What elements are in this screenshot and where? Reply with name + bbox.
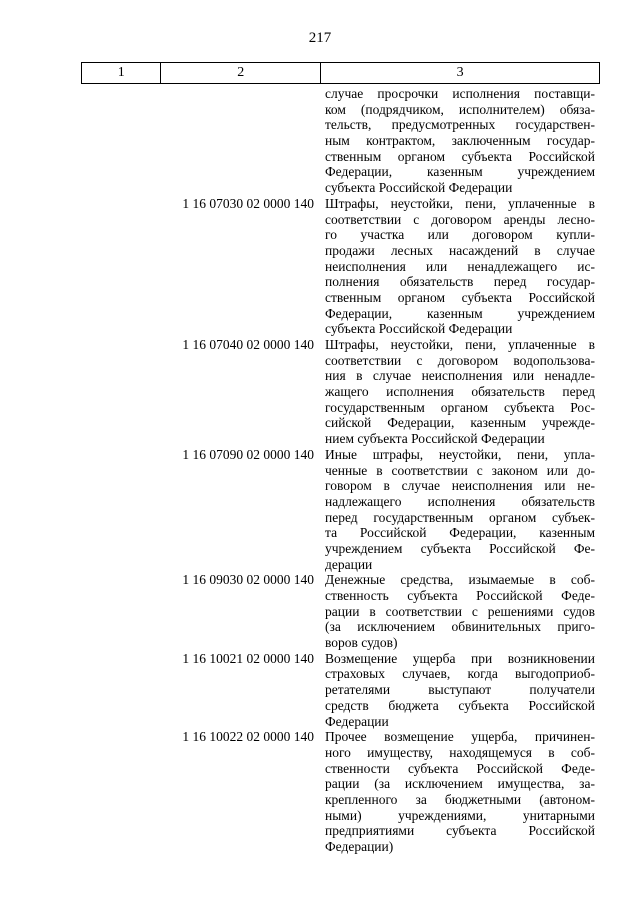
description-line: перед государственным органом субъек- (325, 509, 595, 525)
revenue-code: 1 16 09030 02 0000 140 (182, 572, 314, 588)
table-row (160, 729, 600, 855)
table-row (160, 86, 600, 196)
description-line: ретателями выступают получатели (325, 682, 595, 698)
description-line: Прочее возмещение ущерба, причинен- (325, 729, 595, 745)
table-row (160, 651, 600, 729)
description-line: та Российской Федерации, казенным (325, 525, 595, 541)
description-line: Штрафы, неустойки, пени, уплаченные в (325, 337, 595, 352)
description-line: ченные в соответствии с законом или до- (325, 462, 595, 478)
table-row (160, 572, 600, 650)
description-line: Федерации) (325, 839, 394, 854)
column-header-row (82, 63, 600, 84)
description-line: субъекта Российской Федерации (325, 321, 513, 337)
description-line: ным контрактом, заключенным государ- (325, 133, 595, 149)
revenue-description (325, 86, 595, 196)
description-line: субъекта Российской Федерации (325, 180, 513, 196)
description-line: соответствии с договором водопользова- (325, 352, 595, 368)
description-line: неисполнения или ненадлежащего ис- (325, 258, 595, 274)
description-line: Федерации (325, 713, 389, 729)
description-line: дерации (325, 556, 373, 572)
table-row (160, 447, 600, 573)
description-line: Федерации, казенным учреждением (325, 305, 595, 321)
revenue-code: 1 16 10021 02 0000 140 (182, 650, 314, 666)
description-line: рации в соответствии с решениями судов (325, 603, 595, 619)
description-line: ком (подрядчиком, исполнителем) обяза- (325, 101, 595, 117)
page-number: 217 (308, 30, 332, 46)
column-header-1: 1 (82, 63, 161, 84)
description-line: Иные штрафы, неустойки, пени, упла- (325, 446, 595, 462)
revenue-code: 1 16 10022 02 0000 140 (182, 729, 314, 745)
description-line: предприятиями субъекта Российской (325, 823, 595, 839)
description-line: рации (за исключением имущества, за- (325, 776, 595, 792)
description-line: крепленного за бюджетными (автоном- (325, 791, 595, 807)
description-line: соответствии с договором аренды лесно- (325, 211, 595, 227)
description-line: жащего исполнения обязательств перед (325, 384, 595, 400)
description-line: Федерации, казенным учреждением (325, 164, 595, 180)
description-line: воров судов) (325, 635, 398, 651)
description-line: го участка или договором купли- (325, 227, 595, 243)
description-line: ственным органом субъекта Российской (325, 289, 595, 305)
description-line: ния в случае неисполнения или ненадле- (325, 368, 595, 384)
revenue-description (325, 337, 595, 447)
description-line: Штрафы, неустойки, пени, уплаченные в (325, 195, 595, 211)
description-line: ственности субъекта Российской Феде- (325, 760, 595, 776)
revenue-code: 1 16 07030 02 0000 140 (182, 195, 314, 211)
description-line: ного имуществу, находящемуся в соб- (325, 744, 595, 760)
revenue-description (325, 729, 595, 855)
description-line: учреждением субъекта Российской Фе- (325, 540, 595, 556)
description-line: ственность субъекта Российской Феде- (325, 588, 595, 603)
description-line: говором в случае неисполнения или не- (325, 478, 595, 494)
column-header-3: 3 (321, 63, 600, 84)
table-row (160, 196, 600, 337)
description-line: полнения обязательств перед государ- (325, 274, 595, 290)
column-header-2: 2 (161, 63, 321, 84)
description-line: сийской Федерации, казенным учрежде- (325, 415, 595, 431)
description-line: страховых случаев, когда выгодоприоб- (325, 666, 595, 682)
revenue-description (325, 572, 595, 650)
description-line: Денежные средства, изымаемые в соб- (325, 572, 595, 588)
description-line: тельств, предусмотренных государствен- (325, 117, 595, 133)
revenue-description (325, 196, 595, 337)
revenue-code: 1 16 07090 02 0000 140 (182, 446, 314, 462)
description-line: государственным органом субъекта Рос- (325, 399, 595, 415)
description-line: Возмещение ущерба при возникновении (325, 650, 595, 666)
revenue-description (325, 651, 595, 729)
description-line: (за исключением обвинительных приго- (325, 619, 595, 635)
description-line: нием субъекта Российской Федерации (325, 431, 545, 447)
classification-table-body (160, 86, 600, 855)
description-line: случае просрочки исполнения поставщи- (325, 86, 595, 101)
description-line: средств бюджета субъекта Российской (325, 697, 595, 713)
description-line: ственным органом субъекта Российской (325, 148, 595, 164)
column-header-table (81, 62, 600, 84)
revenue-description (325, 447, 595, 573)
description-line: продажи лесных насаждений в случае (325, 242, 595, 258)
revenue-code: 1 16 07040 02 0000 140 (182, 337, 314, 352)
description-line: ными) учреждениями, унитарными (325, 807, 595, 823)
description-line: надлежащего исполнения обязательств (325, 493, 595, 509)
table-row (160, 337, 600, 447)
